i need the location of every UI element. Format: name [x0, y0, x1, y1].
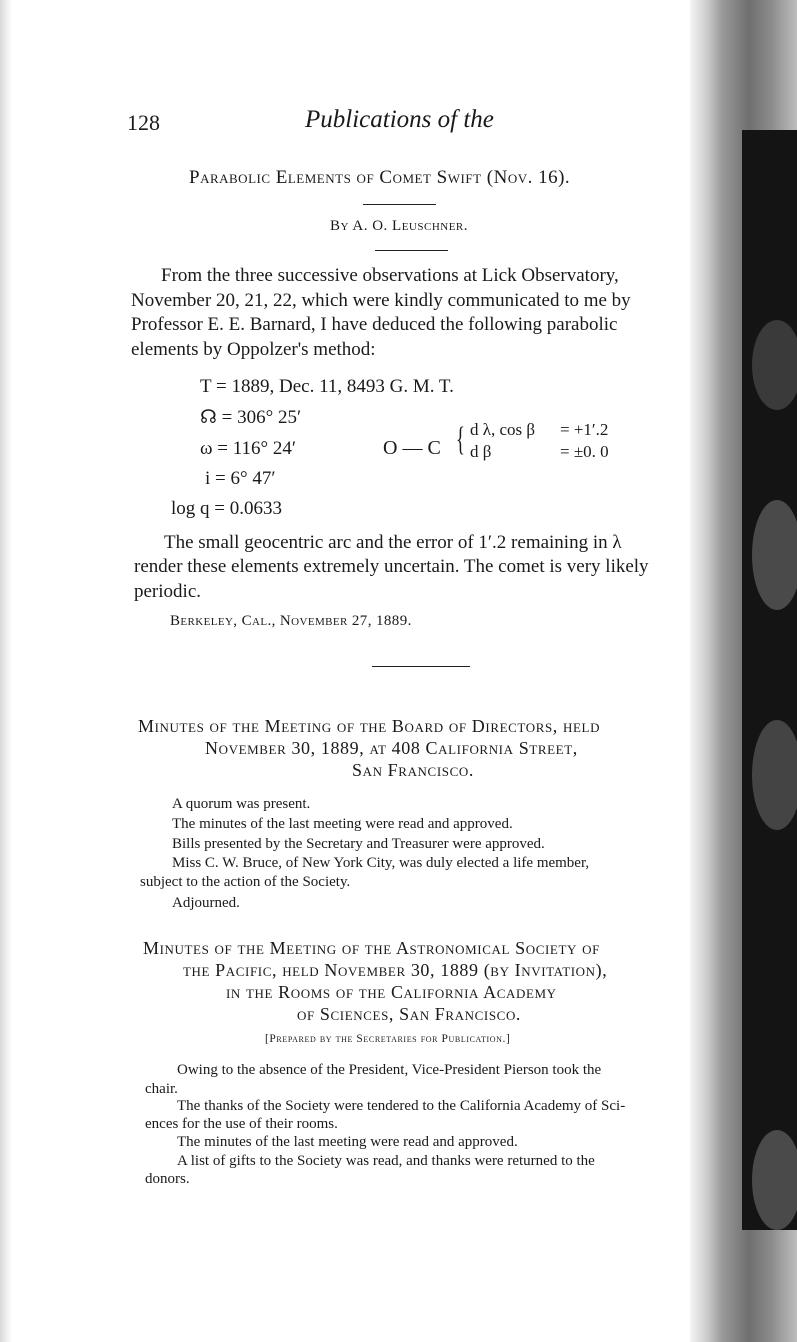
running-head: Publications of the	[305, 106, 494, 133]
minutes-society-heading: of Sciences, San Francisco.	[297, 1004, 522, 1024]
oc-row1-left: d λ, cos β	[470, 420, 536, 439]
oc-label: O — C	[383, 437, 441, 459]
byline: By A. O. Leuschner.	[330, 218, 469, 234]
minutes-society-heading: in the Rooms of the California Academy	[226, 982, 557, 1002]
gutter-blot	[752, 1130, 797, 1230]
para2-line: render these elements extremely uncertain. The comet is very likely	[134, 556, 649, 577]
gutter-blot	[752, 500, 797, 610]
minutes-society-heading: Minutes of the Meeting of the Astronomical Society of	[143, 938, 600, 958]
minutes-society-heading: the Pacific, held November 30, 1889 (by Invitation),	[183, 960, 608, 980]
society-line: The minutes of the last meeting were read and approved.	[177, 1134, 518, 1150]
element-node: ☊ = 306° 25′	[200, 407, 302, 428]
gutter-blot	[752, 320, 797, 410]
minutes-board-heading: San Francisco.	[352, 760, 474, 780]
para1-line: elements by Oppolzer's method:	[131, 339, 376, 360]
page-number: 128	[127, 110, 160, 135]
minutes-line: Adjourned.	[172, 895, 240, 911]
para1-line: From the three successive observations at Lick Observatory,	[161, 265, 619, 286]
element-logq: log q = 0.0633	[171, 498, 282, 519]
minutes-line: Bills presented by the Secretary and Treasurer were approved.	[172, 836, 545, 852]
section-rule	[372, 666, 470, 667]
minutes-line: The minutes of the last meeting were read and approved.	[172, 816, 513, 832]
society-line: donors.	[145, 1171, 190, 1187]
brace-icon: {	[456, 421, 465, 458]
element-inclination: i = 6° 47′	[205, 468, 276, 489]
oc-row2-right: = ±0. 0	[560, 442, 609, 461]
page-left-edge	[0, 0, 12, 1342]
minutes-board-heading: Minutes of the Meeting of the Board of Directors, held	[138, 716, 601, 736]
element-T: T = 1889, Dec. 11, 8493 G. M. T.	[200, 376, 454, 397]
para2-line: The small geocentric arc and the error of 1′.2 remaining in λ	[164, 532, 622, 553]
minutes-line: A quorum was present.	[172, 796, 311, 812]
minutes-board-heading: November 30, 1889, at 408 California Street,	[205, 738, 578, 758]
society-line: The thanks of the Society were tendered to the California Academy of Sci-	[177, 1098, 626, 1114]
element-omega: ω = 116° 24′	[200, 438, 297, 459]
title-rule	[363, 204, 436, 205]
minutes-line: Miss C. W. Bruce, of New York City, was duly elected a life member,	[172, 855, 590, 871]
society-line: ences for the use of their rooms.	[145, 1116, 338, 1132]
byline-rule	[375, 250, 448, 251]
article-title: Parabolic Elements of Comet Swift (Nov. 16).	[189, 167, 571, 188]
society-line: A list of gifts to the Society was read, and thanks were returned to the	[177, 1153, 595, 1169]
para1-line: November 20, 21, 22, which were kindly communicated to me by	[131, 290, 631, 311]
para2-line: periodic.	[134, 581, 202, 602]
gutter-blot	[752, 720, 797, 830]
prepared-note: [Prepared by the Secretaries for Publication.]	[265, 1033, 511, 1045]
minutes-line: subject to the action of the Society.	[140, 874, 351, 890]
society-line: Owing to the absence of the President, Vice-President Pierson took the	[177, 1062, 602, 1078]
para1-line: Professor E. E. Barnard, I have deduced the following parabolic	[131, 314, 618, 335]
book-gutter-dark	[742, 130, 797, 1230]
oc-row2-left: d β	[470, 442, 492, 461]
signoff: Berkeley, Cal., November 27, 1889.	[170, 613, 412, 629]
oc-row1-right: = +1′.2	[560, 420, 609, 439]
society-line: chair.	[145, 1081, 178, 1097]
